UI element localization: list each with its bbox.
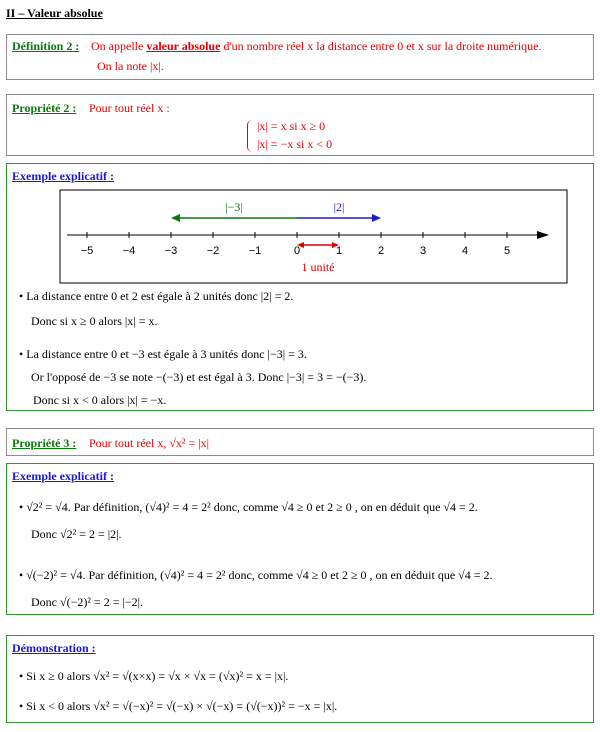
example-2-line-3: • √(−2)² = √4. Par définition, (√4)² = 4 = 2² donc, comme √4 ≥ 0 et 2 ≥ 0 , on en déduit que √4 = 2. [19,568,493,583]
valeur-absolue-term: valeur absolue [146,39,221,53]
number-line-figure [59,189,569,285]
demonstration-label: Démonstration : [12,641,96,655]
definition-2-line2: On la note |x|. [97,59,164,73]
property-2-label: Propriété 2 : [12,101,77,115]
property-2-box [6,94,594,156]
tick-label: −5 [80,245,94,257]
property-3-statement: Pour tout réel x, √x² = |x| [89,436,210,450]
property-2-intro: Pour tout réel x : [89,101,170,115]
example-2-label: Exemple explicatif : [12,469,114,483]
tick-label: 1 [335,245,343,257]
tick-label: 4 [461,245,469,257]
property-2-case-negative: |x| = −x si x < 0 [257,137,333,151]
example-1-bullet-1: • La distance entre 0 et 2 est égale à 2 unités donc |2| = 2. [19,289,293,304]
tick-label: 5 [503,245,511,257]
example-2-line-1: • √2² = √4. Par définition, (√4)² = 4 = 2² donc, comme √4 ≥ 0 et 2 ≥ 0 , on en déduit que √4 = 2. [19,500,478,515]
example-1-bullet-2: • La distance entre 0 et −3 est égale à 3 unités donc |−3| = 3. [19,347,307,362]
tick-label: −1 [248,245,262,257]
definition-2-line1: On appelle valeur absolue d'un nombre réel x la distance entre 0 et x sur la droite numérique. [91,39,542,53]
tick-label: 3 [419,245,427,257]
example-2-line-4: Donc √(−2)² = 2 = |−2|. [31,595,144,609]
example-2-box [6,463,594,615]
property-2-case-positive: |x| = x si x ≥ 0 [257,119,326,133]
definition-2-box [6,34,594,80]
tick-label: −4 [122,245,136,257]
tick-label: 0 [293,245,301,257]
example-1-bullet-1-conclusion: Donc si x ≥ 0 alors |x| = x. [31,314,158,328]
example-1-bullet-2-conclusion: Donc si x < 0 alors |x| = −x. [33,393,167,407]
property-2-brace [247,120,253,152]
tick-label: −3 [164,245,178,257]
unit-label: 1 unité [301,260,335,274]
tick-label: −2 [206,245,220,257]
label-abs-2: |2| [333,200,345,214]
property-3-label: Propriété 3 : [12,436,77,450]
demonstration-line-2: • Si x < 0 alors √x² = √(−x)² = √(−x) × √(−x) = (√(−x))² = −x = |x|. [19,699,337,714]
definition-2-label: Définition 2 : [12,39,80,53]
property-3-box [6,428,594,456]
section-title: II – Valeur absolue [6,6,103,20]
example-1-box [6,163,594,411]
label-abs-minus-3: |−3| [225,200,243,214]
example-1-bullet-2-opposite: Or l'opposé de −3 se note −(−3) et est égal à 3. Donc |−3| = 3 = −(−3). [31,370,367,384]
tick-label: 2 [377,245,385,257]
demonstration-line-1: • Si x ≥ 0 alors √x² = √(x×x) = √x × √x = (√x)² = x = |x|. [19,669,288,684]
demonstration-box [6,635,594,723]
example-1-label: Exemple explicatif : [12,169,114,183]
example-2-line-2: Donc √2² = 2 = |2|. [31,527,122,541]
